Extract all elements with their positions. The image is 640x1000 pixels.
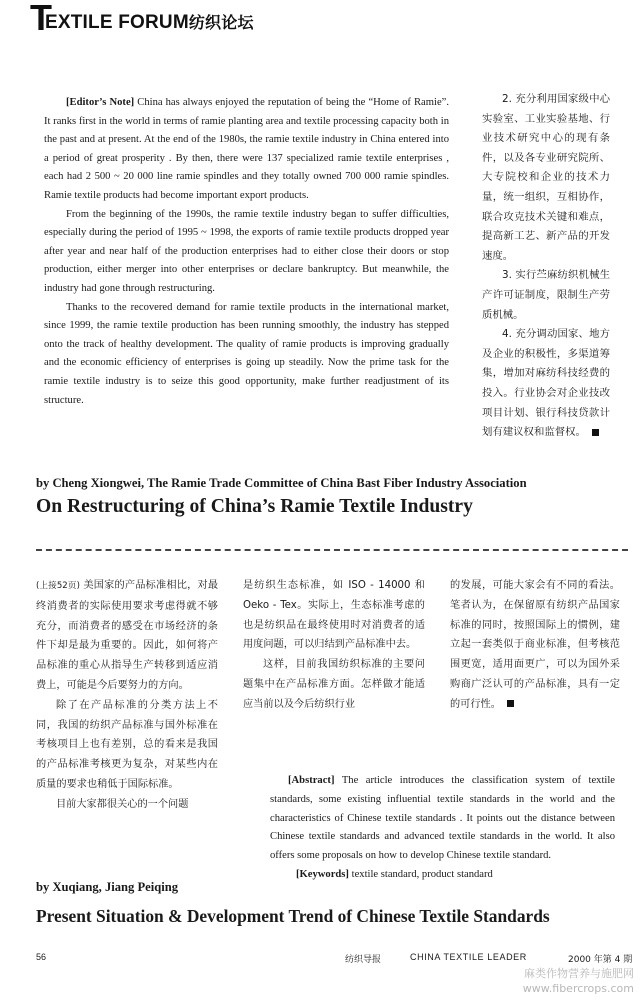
magazine-name-cn: 纺织导报	[345, 955, 382, 965]
keywords-label: [Keywords]	[296, 868, 349, 880]
lower-column-1	[36, 576, 218, 815]
magazine-name-en: CHINA TEXTILE LEADER	[410, 952, 527, 962]
end-square-icon	[507, 700, 514, 707]
col3-paragraph-1	[450, 576, 620, 715]
editor-note-label: [Editor’s Note]	[66, 97, 135, 108]
col2-paragraph-2: 这样，目前我国纺织标准的主要问题集中在产品标准方面。怎样做才能适应当前以及今后纺织行业	[243, 659, 425, 710]
editor-note-paragraph-3: Thanks to the recovered demand for ramie textile products in the international market, since 1999, the ramie textile production has been running smoothly, the industry has stepped onto the track of healthy development. The quality of ramie products is improving gradually and the economic efficiency of enterprises is going up steadily. Now the prime task for the ramie textile industry is to seize this good opportunity, make further readjustment of its structure.	[44, 301, 449, 406]
lower-column-2	[243, 576, 425, 715]
watermark-url: www.fibercrops.com	[522, 982, 634, 995]
col1-paragraph-3: 目前大家都很关心的一个问题	[56, 798, 189, 810]
continued-from-mark: (上接52页)	[36, 581, 80, 591]
col1-paragraph-2: 除了在产品标准的分类方法上不同，我国的纺织产品标准与国外标准在考核项目上也有差别，总的看来是我国的产品标准考核更为复杂，对某些内在质量的要求也稍低于国际标准。	[36, 699, 218, 790]
issue-label: 2000 年第 4 期	[568, 955, 633, 965]
col1-text-1: 美国家的产品标准相比，对最终消费者的实际使用要求考虑得就不够充分，而消费者的感受在市场经济的条件下却是最为重要的。因此，如何将产品标准的重心从指导生产转移到适应消费上，可能是今后要努力的方向。	[36, 580, 219, 691]
editor-note-paragraph-1	[44, 94, 449, 206]
keywords-text: textile standard, product standard	[351, 868, 493, 880]
watermark-cn: 麻类作物营养与施肥网	[524, 967, 634, 980]
section-divider	[36, 549, 628, 551]
abstract-block	[270, 772, 615, 885]
cn-item-4	[482, 325, 610, 443]
col2-paragraph-1: 是纺织生态标准，如 ISO - 14000 和 Oeko - Tex。实际上，生态标准考虑的也是纺织品在最终使用时对消费者的适用度问题，可以归结到产品标准中去。	[243, 580, 425, 651]
abstract-label: [Abstract]	[288, 775, 335, 786]
section-header	[30, 0, 630, 38]
col1-paragraph-1	[36, 576, 218, 696]
abstract-paragraph	[270, 772, 615, 866]
article2-byline: by Xuqiang, Jiang Peiqing	[36, 880, 179, 894]
editor-note-paragraph-2: From the beginning of the 1990s, the ramie textile industry began to suffer difficulties, especially during the period of 1995 ~ 1998, the exports of ramie textile products dropped year after year and near half of the production enterprises had to either close their doors or stop production, either merger into other enterprises or declare bankruptcy. But meanwhile, the industry had gone through restructuring.	[44, 208, 449, 294]
cn-item-4-text: 4. 充分调动国家、地方及企业的积极性，多渠道筹集，增加对麻纺科技经费的投入。行业协会对企业技改项目计划、银行科技贷款计划有建议权和监督权。	[482, 328, 610, 439]
end-square-icon	[592, 429, 599, 436]
lower-column-3	[450, 576, 620, 715]
keywords-paragraph	[270, 866, 615, 885]
article1-byline: by Cheng Xiongwei, The Ramie Trade Committee of China Bast Fiber Industry Association	[36, 476, 527, 490]
cn-item-2: 2. 充分利用国家级中心实验室、工业实验基地、行业技术研究中心的现有条件，以及各专业研究院所、大专院校和企业的技术力量，统一组织，互相协作，联合攻克技术关键和难点，提高新工艺、新产品的开发速度。	[482, 93, 610, 262]
page-number: 56	[36, 952, 47, 962]
article2-title: Present Situation & Development Trend of Chinese Textile Standards	[36, 906, 550, 926]
header-big-letter: T	[30, 0, 52, 38]
abstract-text: The article introduces the classification system of textile standards, some existing influential textile standards in the world and the characteristics of Chinese textile standards . It points out the distance between Chinese textile standards and advanced textile standards in the world. It also offers some proposals on how to develop Chinese textile standard.	[270, 775, 615, 862]
header-forum-en: EXTILE FORUM	[45, 12, 189, 33]
cn-item-3: 3. 实行苎麻纺织机械生产许可证制度，限制生产劳质机械。	[482, 269, 610, 321]
header-forum-title	[45, 10, 254, 34]
editor-note-text-1: China has always enjoyed the reputation of being the “Home of Ramie”. It ranks first in the world in terms of ramie planting area and textile processing capacity both in the past and at present. At the end of the 1980s, the ramie textile industry in China entered into a period of great prosperity . By then, there were 137 specialized ramie textile enterprises , each had 2 500 ~ 20 000 line ramie spindles and they totally owned 700 000 ramie spindles. Ramie textile products had become important export products.	[44, 97, 449, 201]
chinese-right-column	[482, 90, 610, 443]
site-watermark	[506, 966, 634, 996]
article1-title: On Restructuring of China’s Ramie Textile Industry	[36, 496, 473, 517]
col3-text-1: 的发展，可能大家会有不同的看法。笔者认为，在保留原有纺织产品国家标准的同时，按照国际上的惯例，建立起一套类似于商业标准，但考核范围更宽，适用面更广，可以为国外采购商广泛认可的产品标准，具有一定的可行性。	[450, 580, 620, 710]
editor-note	[44, 94, 449, 410]
header-forum-cn: 纺织论坛	[188, 13, 254, 32]
